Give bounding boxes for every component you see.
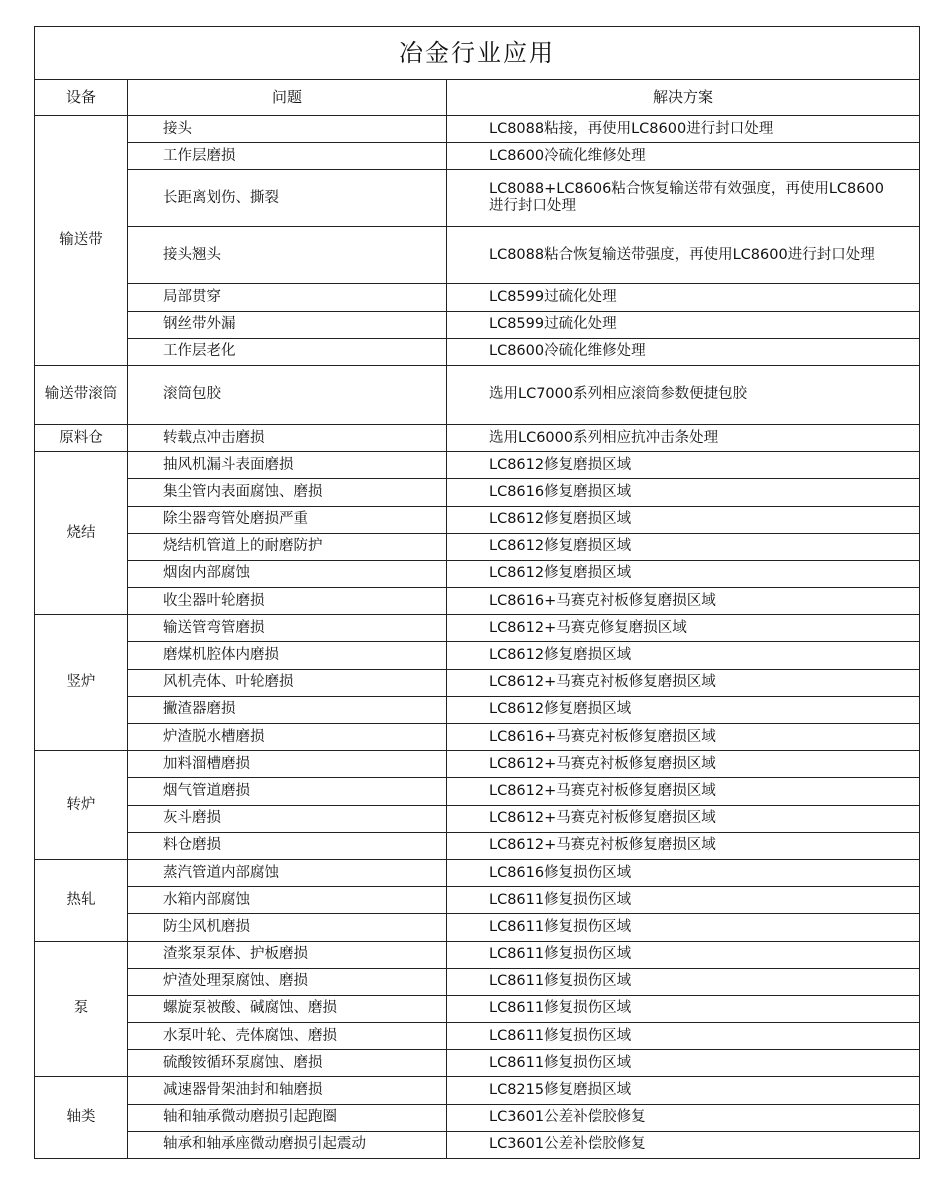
solution-cell: LC8612+马赛克衬板修复磨损区域: [447, 832, 920, 859]
table-row: [35, 424, 920, 451]
table-row: [35, 1104, 920, 1131]
solution-cell: LC8611修复损伤区域: [447, 968, 920, 995]
device-cell: 泵: [35, 941, 128, 1077]
problem-cell: 加料溜槽磨损: [128, 751, 447, 778]
solution-cell: LC8616+马赛克衬板修复磨损区域: [447, 588, 920, 615]
table-row: [35, 560, 920, 587]
solution-cell: LC8616修复磨损区域: [447, 479, 920, 506]
table-row: [35, 1023, 920, 1050]
problem-cell: 撇渣器磨损: [128, 696, 447, 723]
solution-cell: 选用LC6000系列相应抗冲击条处理: [447, 424, 920, 451]
solution-cell: LC8612+马赛克修复磨损区域: [447, 615, 920, 642]
table-row: [35, 479, 920, 506]
problem-cell: 长距离划伤、撕裂: [128, 170, 447, 227]
solution-cell: LC8599过硫化处理: [447, 311, 920, 338]
problem-cell: 减速器骨架油封和轴磨损: [128, 1077, 447, 1104]
solution-cell: LC8599过硫化处理: [447, 284, 920, 311]
solution-cell: LC8088粘合恢复输送带强度，再使用LC8600进行封口处理: [447, 227, 920, 284]
solution-cell: LC8612+马赛克衬板修复磨损区域: [447, 805, 920, 832]
problem-cell: 输送管弯管磨损: [128, 615, 447, 642]
application-table: [34, 26, 920, 1159]
solution-cell: LC8088+LC8606粘合恢复输送带有效强度，再使用LC8600进行封口处理: [447, 170, 920, 227]
problem-cell: 烟囱内部腐蚀: [128, 560, 447, 587]
problem-cell: 接头: [128, 116, 447, 143]
header-solution: 解决方案: [447, 80, 920, 116]
problem-cell: 局部贯穿: [128, 284, 447, 311]
device-cell: 热轧: [35, 859, 128, 941]
problem-cell: 烧结机管道上的耐磨防护: [128, 533, 447, 560]
problem-cell: 抽风机漏斗表面磨损: [128, 452, 447, 479]
solution-cell: LC8616修复损伤区域: [447, 859, 920, 886]
problem-cell: 工作层老化: [128, 338, 447, 365]
table-row: [35, 887, 920, 914]
problem-cell: 转载点冲击磨损: [128, 424, 447, 451]
table-row: [35, 365, 920, 424]
problem-cell: 炉渣处理泵腐蚀、磨损: [128, 968, 447, 995]
table-row: [35, 778, 920, 805]
solution-cell: LC8612修复磨损区域: [447, 452, 920, 479]
table-row: [35, 116, 920, 143]
table-row: [35, 615, 920, 642]
device-cell: 竖炉: [35, 615, 128, 751]
table-row: [35, 805, 920, 832]
table-row: [35, 143, 920, 170]
problem-cell: 炉渣脱水槽磨损: [128, 724, 447, 751]
solution-cell: LC8612修复磨损区域: [447, 696, 920, 723]
problem-cell: 工作层磨损: [128, 143, 447, 170]
solution-cell: LC3601公差补偿胶修复: [447, 1131, 920, 1158]
problem-cell: 接头翘头: [128, 227, 447, 284]
table-row: [35, 452, 920, 479]
table-row: [35, 941, 920, 968]
table-row: [35, 170, 920, 227]
device-cell: 烧结: [35, 452, 128, 615]
table-row: [35, 859, 920, 886]
solution-cell: LC8612修复磨损区域: [447, 533, 920, 560]
problem-cell: 灰斗磨损: [128, 805, 447, 832]
device-cell: 转炉: [35, 751, 128, 860]
problem-cell: 滚筒包胶: [128, 365, 447, 424]
device-cell: 输送带: [35, 116, 128, 366]
table-row: [35, 914, 920, 941]
problem-cell: 防尘风机磨损: [128, 914, 447, 941]
problem-cell: 水箱内部腐蚀: [128, 887, 447, 914]
table-row: [35, 284, 920, 311]
table-row: [35, 832, 920, 859]
problem-cell: 集尘管内表面腐蚀、磨损: [128, 479, 447, 506]
table-title: 冶金行业应用: [35, 27, 920, 80]
solution-cell: LC3601公差补偿胶修复: [447, 1104, 920, 1131]
table-row: [35, 968, 920, 995]
solution-cell: 选用LC7000系列相应滚筒参数便捷包胶: [447, 365, 920, 424]
problem-cell: 螺旋泵被酸、碱腐蚀、磨损: [128, 995, 447, 1022]
table-row: [35, 506, 920, 533]
solution-cell: LC8611修复损伤区域: [447, 941, 920, 968]
device-cell: 原料仓: [35, 424, 128, 451]
table-row: [35, 533, 920, 560]
solution-cell: LC8612+马赛克衬板修复磨损区域: [447, 751, 920, 778]
problem-cell: 风机壳体、叶轮磨损: [128, 669, 447, 696]
table-row: [35, 1050, 920, 1077]
table-row: [35, 1131, 920, 1158]
problem-cell: 料仓磨损: [128, 832, 447, 859]
solution-cell: LC8611修复损伤区域: [447, 887, 920, 914]
solution-cell: LC8611修复损伤区域: [447, 1023, 920, 1050]
problem-cell: 蒸汽管道内部腐蚀: [128, 859, 447, 886]
solution-cell: LC8616+马赛克衬板修复磨损区域: [447, 724, 920, 751]
device-cell: 输送带滚筒: [35, 365, 128, 424]
problem-cell: 渣浆泵泵体、护板磨损: [128, 941, 447, 968]
solution-cell: LC8215修复磨损区域: [447, 1077, 920, 1104]
table-row: [35, 227, 920, 284]
table-row: [35, 696, 920, 723]
table-row: [35, 995, 920, 1022]
problem-cell: 磨煤机腔体内磨损: [128, 642, 447, 669]
problem-cell: 轴承和轴承座微动磨损引起震动: [128, 1131, 447, 1158]
table-row: [35, 1077, 920, 1104]
header-device: 设备: [35, 80, 128, 116]
table-row: [35, 311, 920, 338]
solution-cell: LC8612修复磨损区域: [447, 506, 920, 533]
problem-cell: 水泵叶轮、壳体腐蚀、磨损: [128, 1023, 447, 1050]
device-cell: 轴类: [35, 1077, 128, 1159]
problem-cell: 烟气管道磨损: [128, 778, 447, 805]
solution-cell: LC8611修复损伤区域: [447, 914, 920, 941]
problem-cell: 收尘器叶轮磨损: [128, 588, 447, 615]
solution-cell: LC8611修复损伤区域: [447, 1050, 920, 1077]
table-row: [35, 338, 920, 365]
table-row: [35, 669, 920, 696]
problem-cell: 除尘器弯管处磨损严重: [128, 506, 447, 533]
solution-cell: LC8612+马赛克衬板修复磨损区域: [447, 669, 920, 696]
solution-cell: LC8600冷硫化维修处理: [447, 143, 920, 170]
solution-cell: LC8612修复磨损区域: [447, 560, 920, 587]
solution-cell: LC8611修复损伤区域: [447, 995, 920, 1022]
table-row: [35, 588, 920, 615]
problem-cell: 钢丝带外漏: [128, 311, 447, 338]
solution-cell: LC8600冷硫化维修处理: [447, 338, 920, 365]
header-problem: 问题: [128, 80, 447, 116]
problem-cell: 轴和轴承微动磨损引起跑圈: [128, 1104, 447, 1131]
solution-cell: LC8088粘接，再使用LC8600进行封口处理: [447, 116, 920, 143]
table-row: [35, 751, 920, 778]
problem-cell: 硫酸铵循环泵腐蚀、磨损: [128, 1050, 447, 1077]
table-row: [35, 724, 920, 751]
solution-cell: LC8612修复磨损区域: [447, 642, 920, 669]
table-row: [35, 642, 920, 669]
solution-cell: LC8612+马赛克衬板修复磨损区域: [447, 778, 920, 805]
